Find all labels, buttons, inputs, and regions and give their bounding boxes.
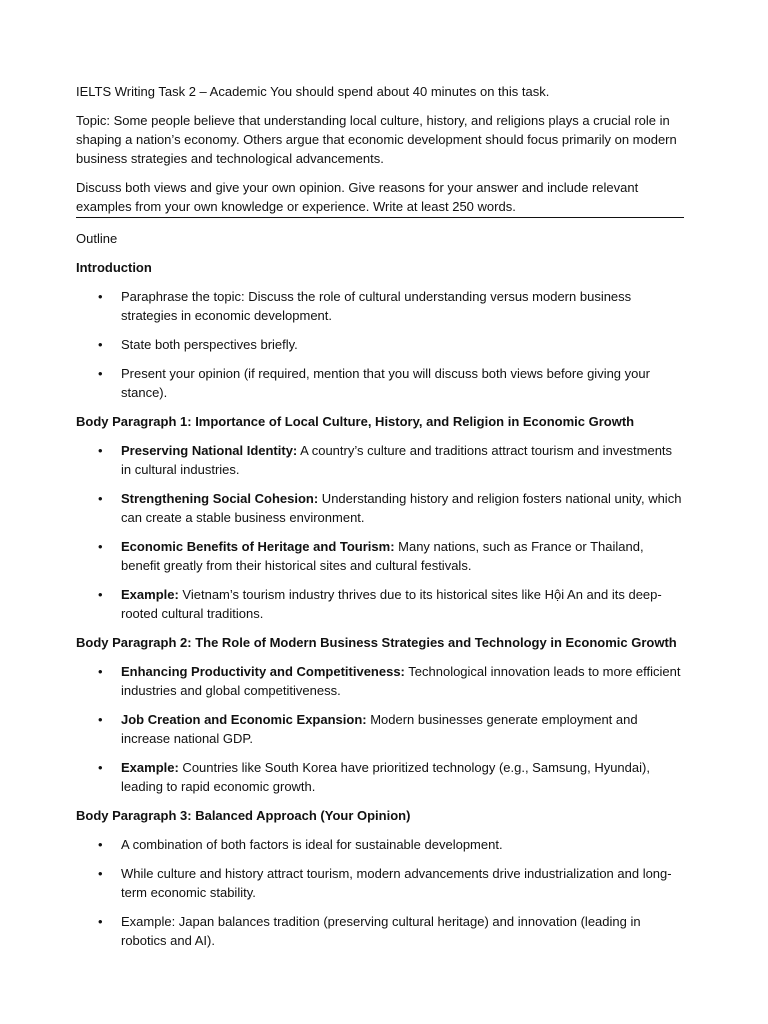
bullet-text: Countries like South Korea have prioritized technology (e.g., Samsung, Hyundai), leading to rapid economic growth. bbox=[121, 760, 650, 794]
bullet-text: Modern businesses generate employment and increase national GDP. bbox=[121, 712, 638, 746]
bullet-icon: • bbox=[98, 587, 103, 602]
bullet-text: Vietnam’s tourism industry thrives due to its historical sites like Hội An and its deep-rooted cultural traditions. bbox=[121, 587, 662, 621]
section-heading: Body Paragraph 1: Importance of Local Culture, History, and Religion in Economic Growth bbox=[76, 414, 635, 429]
list-item bbox=[76, 489, 684, 527]
task-instructions: Discuss both views and give your own opinion. Give reasons for your answer and include relevant examples from your own knowledge or experience. Write at least 250 words. bbox=[76, 178, 684, 218]
bullet-text: Paraphrase the topic: Discuss the role of cultural understanding versus modern business strategies in economic development. bbox=[121, 289, 632, 323]
bullet-lead: Example: bbox=[121, 587, 179, 602]
bullet-lead: Economic Benefits of Heritage and Tourism: bbox=[121, 539, 395, 554]
list-item bbox=[76, 537, 684, 575]
bullet-icon: • bbox=[98, 837, 103, 852]
bullet-text: A country’s culture and traditions attract tourism and investments in cultural industries. bbox=[121, 443, 673, 477]
list-item bbox=[76, 710, 684, 748]
bullet-text: A combination of both factors is ideal for sustainable development. bbox=[121, 837, 503, 852]
task-topic: Topic: Some people believe that understanding local culture, history, and religions plays a crucial role in shaping a nation’s economy. Others argue that economic development should focus primarily on modern business strategies and technological advancements. bbox=[76, 113, 677, 166]
section-heading: Body Paragraph 2: The Role of Modern Business Strategies and Technology in Economic Growth bbox=[76, 635, 677, 650]
bullet-list bbox=[76, 662, 684, 796]
list-item bbox=[76, 287, 684, 325]
bullet-icon: • bbox=[98, 760, 103, 775]
bullet-icon: • bbox=[98, 712, 103, 727]
list-item bbox=[76, 585, 684, 623]
outline-label: Outline bbox=[76, 231, 118, 246]
bullet-icon: • bbox=[98, 337, 103, 352]
list-item bbox=[76, 441, 684, 479]
document-body bbox=[76, 82, 684, 960]
bullet-text: Many nations, such as France or Thailand, benefit greatly from their historical sites and cultural festivals. bbox=[121, 539, 644, 573]
list-item bbox=[76, 835, 684, 854]
bullet-lead: Preserving National Identity: bbox=[121, 443, 298, 458]
list-item bbox=[76, 758, 684, 796]
bullet-lead: Strengthening Social Cohesion: bbox=[121, 491, 319, 506]
bullet-icon: • bbox=[98, 289, 103, 304]
bullet-lead: Example: bbox=[121, 760, 179, 775]
bullet-icon: • bbox=[98, 866, 103, 881]
list-item bbox=[76, 364, 684, 402]
bullet-text: While culture and history attract tourism, modern advancements drive industrialization and long-term economic stability. bbox=[121, 866, 672, 900]
list-item bbox=[76, 662, 684, 700]
bullet-icon: • bbox=[98, 664, 103, 679]
bullet-lead: Enhancing Productivity and Competitiveness: bbox=[121, 664, 405, 679]
bullet-icon: • bbox=[98, 366, 103, 381]
bullet-text: Technological innovation leads to more efficient industries and global competitiveness. bbox=[121, 664, 681, 698]
section-heading: Body Paragraph 3: Balanced Approach (Your Opinion) bbox=[76, 808, 411, 823]
outline-sections bbox=[76, 258, 684, 950]
bullet-text: Present your opinion (if required, mention that you will discuss both views before giving your stance). bbox=[121, 366, 650, 400]
list-item bbox=[76, 335, 684, 354]
bullet-list bbox=[76, 441, 684, 623]
bullet-icon: • bbox=[98, 539, 103, 554]
bullet-icon: • bbox=[98, 443, 103, 458]
bullet-lead: Job Creation and Economic Expansion: bbox=[121, 712, 367, 727]
section-heading: Introduction bbox=[76, 260, 152, 275]
list-item bbox=[76, 864, 684, 902]
bullet-text: Understanding history and religion fosters national unity, which can create a stable business environment. bbox=[121, 491, 682, 525]
bullet-list bbox=[76, 835, 684, 950]
bullet-text: Example: Japan balances tradition (preserving cultural heritage) and innovation (leading in robotics and AI). bbox=[121, 914, 641, 948]
bullet-icon: • bbox=[98, 491, 103, 506]
bullet-list bbox=[76, 287, 684, 402]
list-item bbox=[76, 912, 684, 950]
bullet-icon: • bbox=[98, 914, 103, 929]
task-header: IELTS Writing Task 2 – Academic You should spend about 40 minutes on this task. bbox=[76, 84, 550, 99]
bullet-text: State both perspectives briefly. bbox=[121, 337, 298, 352]
